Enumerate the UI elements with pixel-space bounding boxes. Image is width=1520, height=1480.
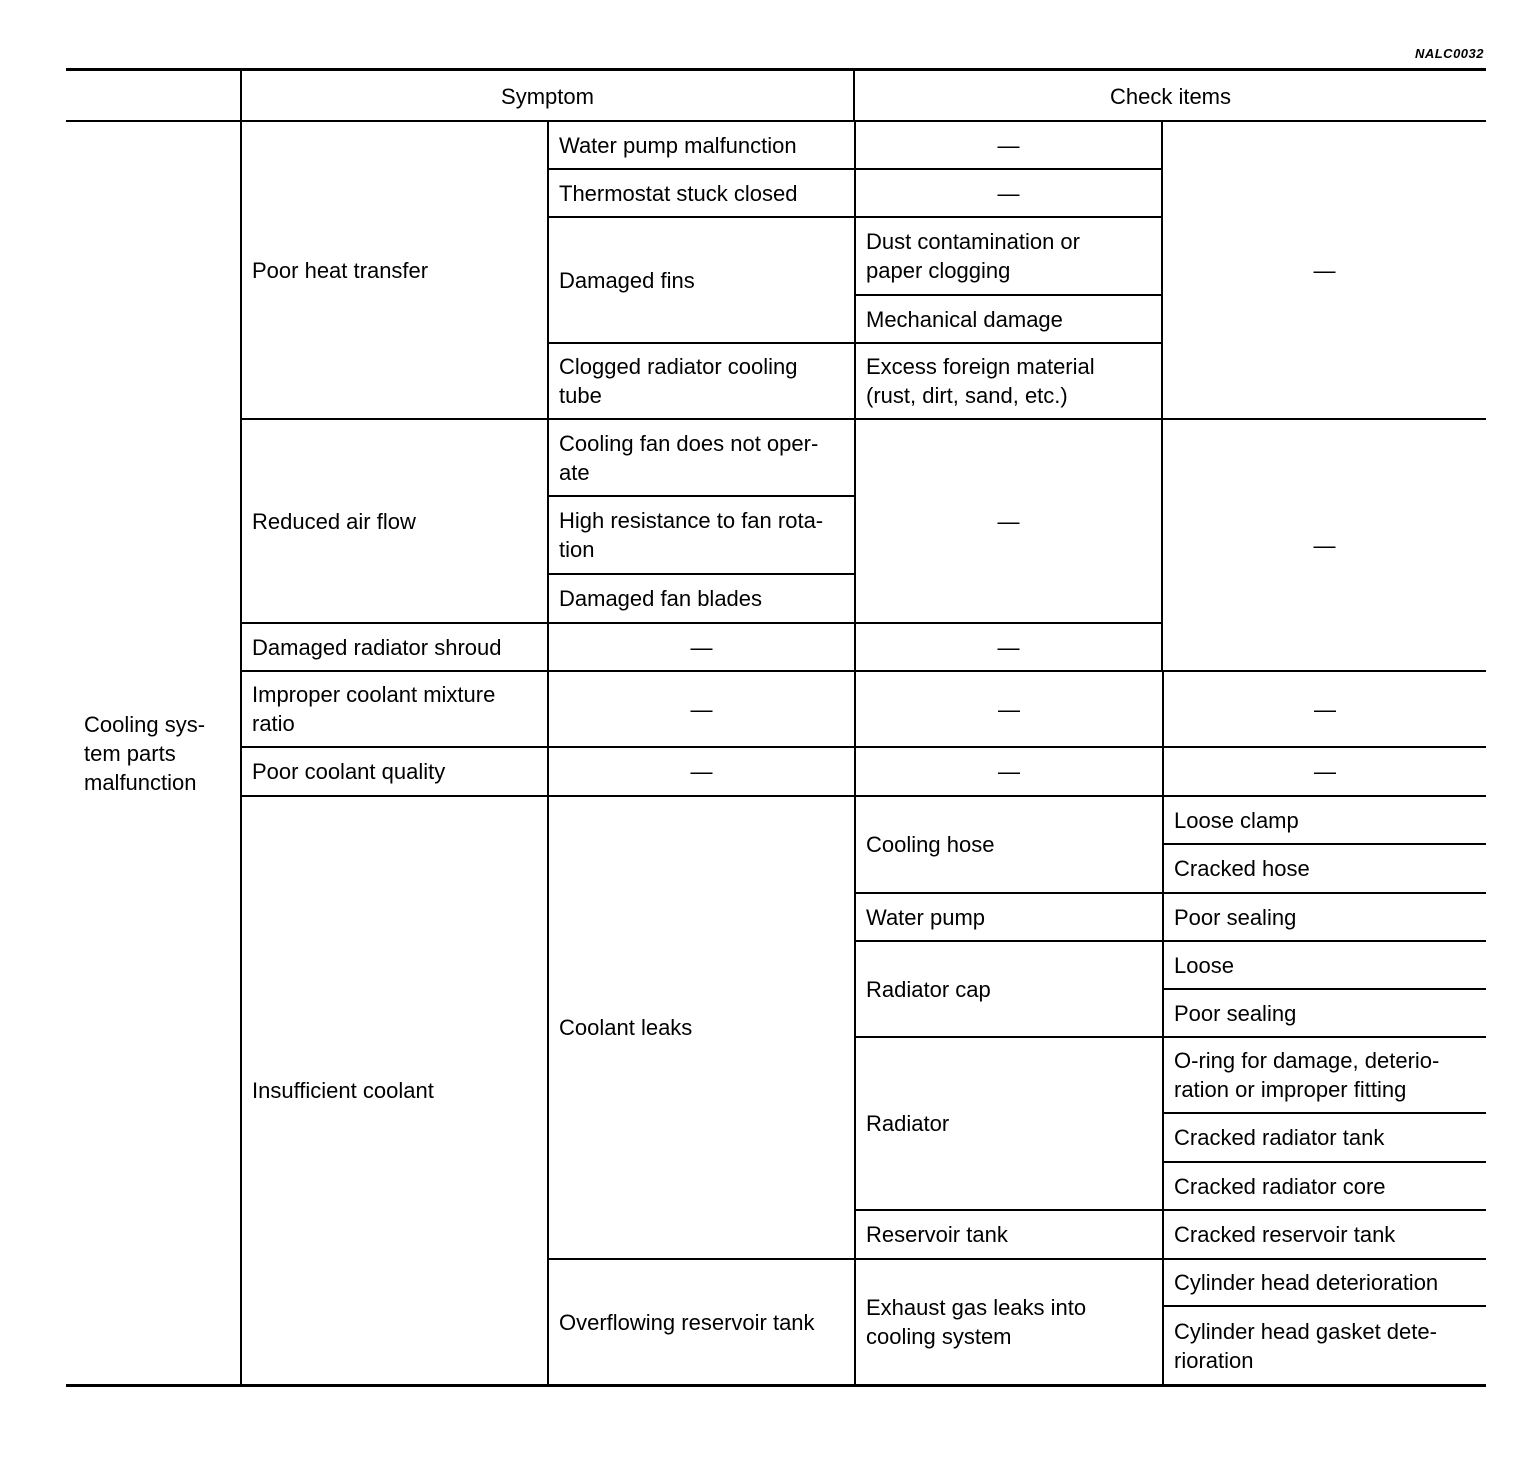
- cause-high-resistance: High resistance to fan rota- tion: [559, 508, 824, 562]
- check-radiator-cap: Radiator cap: [866, 976, 991, 1002]
- check-cracked-hose: Cracked hose: [1174, 856, 1310, 881]
- dash-cell: —: [997, 508, 1020, 534]
- check-cracked-reservoir-tank: Cracked reservoir tank: [1174, 1222, 1396, 1247]
- dash-cell: —: [997, 634, 1020, 660]
- cause-coolant-leaks: Coolant leaks: [559, 1015, 693, 1040]
- cause-thermostat-stuck: Thermostat stuck closed: [559, 180, 798, 206]
- dash-cell: —: [998, 759, 1020, 784]
- check-exhaust-gas-leaks: Exhaust gas leaks into cooling system: [866, 1295, 1087, 1349]
- dash-cell: —: [997, 132, 1020, 158]
- check-cylinder-head-gasket: Cylinder head gasket dete- rioration: [1174, 1318, 1437, 1373]
- dash-cell: —: [1314, 696, 1336, 722]
- check-radiator: Radiator: [866, 1111, 950, 1136]
- dash-cell: —: [1313, 532, 1336, 558]
- symptom-improper-mixture: Improper coolant mixture ratio: [252, 682, 496, 736]
- dash-cell: —: [1314, 759, 1336, 784]
- check-cooling-hose: Cooling hose: [866, 832, 995, 857]
- check-oring: O-ring for damage, deterio- ration or improper fitting: [1174, 1048, 1440, 1102]
- check-cylinder-head-deterioration: Cylinder head deterioration: [1174, 1270, 1439, 1295]
- dash-cell: —: [690, 759, 713, 784]
- check-dust-contamination: Dust contamination or paper clogging: [866, 229, 1080, 283]
- dash-cell: —: [690, 634, 713, 660]
- symptom-insufficient-coolant: Insufficient coolant: [252, 1078, 434, 1103]
- check-water-pump: Water pump: [866, 904, 986, 930]
- cause-clogged-tube: Clogged radiator cooling tube: [559, 354, 798, 408]
- check-reservoir-tank: Reservoir tank: [866, 1222, 1008, 1247]
- cause-fan-not-operate: Cooling fan does not oper- ate: [559, 430, 819, 485]
- document-code: NALC0032: [1414, 46, 1484, 61]
- dash-cell: —: [690, 696, 713, 722]
- header-check-items: Check items: [1109, 83, 1232, 109]
- check-loose: Loose: [1174, 952, 1234, 978]
- check-excess-foreign-material: Excess foreign material (rust, dirt, sand, etc.): [866, 354, 1095, 408]
- check-loose-clamp: Loose clamp: [1174, 807, 1299, 833]
- symptom-reduced-air-flow: Reduced air flow: [252, 508, 416, 534]
- dash-cell: —: [998, 696, 1020, 722]
- check-cracked-radiator-tank: Cracked radiator tank: [1174, 1125, 1385, 1150]
- check-mechanical-damage: Mechanical damage: [866, 306, 1063, 332]
- cause-water-pump-malfunction: Water pump malfunction: [559, 132, 797, 158]
- cause-overflowing-reservoir: Overflowing reservoir tank: [559, 1309, 815, 1335]
- check-cracked-radiator-core: Cracked radiator core: [1174, 1173, 1386, 1199]
- category-cell: Cooling sys- tem parts malfunction: [84, 711, 206, 795]
- symptom-poor-heat-transfer: Poor heat transfer: [252, 257, 429, 283]
- symptom-damaged-shroud: Damaged radiator shroud: [252, 634, 502, 660]
- check-poor-sealing: Poor sealing: [1174, 904, 1297, 930]
- dash-cell: —: [1313, 257, 1336, 283]
- table-bottom-rule: [66, 1384, 1486, 1387]
- check-poor-sealing: Poor sealing: [1174, 1000, 1297, 1026]
- cause-damaged-fins: Damaged fins: [559, 267, 695, 293]
- dash-cell: —: [997, 180, 1020, 206]
- symptom-poor-quality: Poor coolant quality: [252, 759, 446, 784]
- cause-damaged-fan-blades: Damaged fan blades: [559, 586, 763, 611]
- header-symptom: Symptom: [501, 83, 594, 109]
